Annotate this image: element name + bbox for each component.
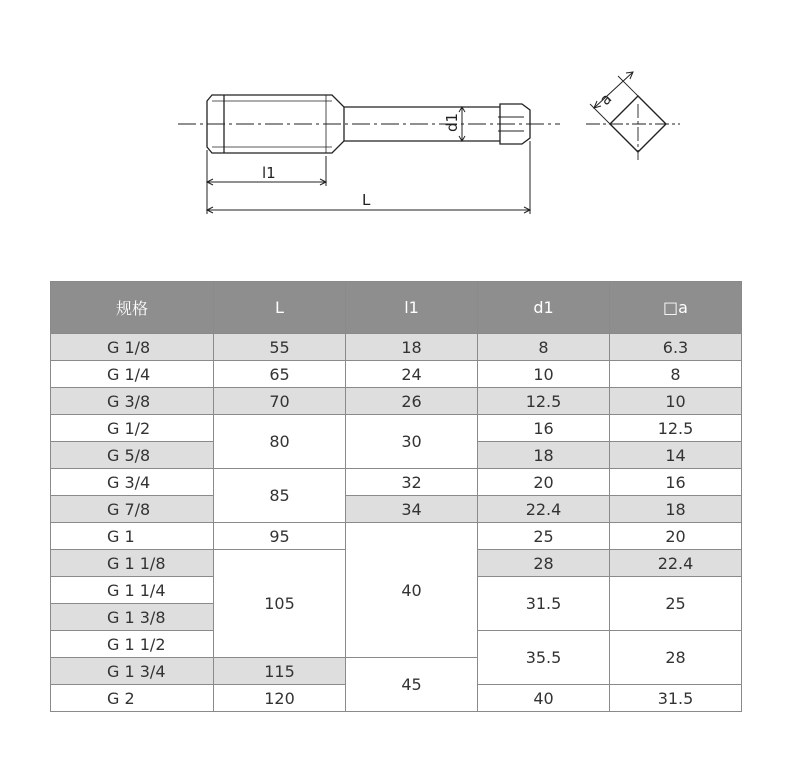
square-size-cell: 18 — [610, 496, 742, 523]
table-row — [51, 415, 742, 442]
thread-length-cell: 18 — [346, 334, 478, 361]
shank-diameter-cell: 31.5 — [478, 577, 610, 631]
spec-cell: G 3/8 — [51, 388, 214, 415]
spec-cell: G 1 1/2 — [51, 631, 214, 658]
length-cell: 65 — [214, 361, 346, 388]
table-header-row — [51, 282, 742, 334]
square-size-cell: 20 — [610, 523, 742, 550]
shank-diameter-cell: 25 — [478, 523, 610, 550]
header-d1: d1 — [478, 282, 610, 334]
square-size-cell: 22.4 — [610, 550, 742, 577]
table-row — [51, 523, 742, 550]
header-a: □a — [610, 282, 742, 334]
shank-diameter-cell: 8 — [478, 334, 610, 361]
shank-diameter-cell: 22.4 — [478, 496, 610, 523]
thread-length-cell: 30 — [346, 415, 478, 469]
spec-cell: G 7/8 — [51, 496, 214, 523]
length-cell: 85 — [214, 469, 346, 523]
thread-length-cell: 32 — [346, 469, 478, 496]
spec-table — [50, 281, 742, 712]
header-spec: 规格 — [51, 282, 214, 334]
square-size-cell: 6.3 — [610, 334, 742, 361]
square-size-cell: 31.5 — [610, 685, 742, 712]
length-cell: 120 — [214, 685, 346, 712]
length-cell: 80 — [214, 415, 346, 469]
spec-cell: G 5/8 — [51, 442, 214, 469]
length-cell: 105 — [214, 550, 346, 658]
thread-length-cell: 26 — [346, 388, 478, 415]
shank-diameter-cell: 28 — [478, 550, 610, 577]
dim-label-l1: l1 — [262, 164, 276, 182]
square-size-cell: 16 — [610, 469, 742, 496]
shank-diameter-cell: 10 — [478, 361, 610, 388]
thread-length-cell: 24 — [346, 361, 478, 388]
spec-cell: G 1 — [51, 523, 214, 550]
thread-length-cell: 34 — [346, 496, 478, 523]
table-row — [51, 334, 742, 361]
table-row — [51, 361, 742, 388]
shank-diameter-cell: 18 — [478, 442, 610, 469]
spec-cell: G 1 3/4 — [51, 658, 214, 685]
square-size-cell: 12.5 — [610, 415, 742, 442]
spec-cell: G 2 — [51, 685, 214, 712]
square-size-cell: 8 — [610, 361, 742, 388]
shank-diameter-cell: 20 — [478, 469, 610, 496]
length-cell: 95 — [214, 523, 346, 550]
table-row — [51, 469, 742, 496]
table-row — [51, 496, 742, 523]
square-size-cell: 10 — [610, 388, 742, 415]
dim-label-L: L — [362, 191, 371, 209]
header-l1: l1 — [346, 282, 478, 334]
spec-cell: G 1/4 — [51, 361, 214, 388]
square-size-cell: 28 — [610, 631, 742, 685]
square-size-cell: 25 — [610, 577, 742, 631]
square-size-cell: 14 — [610, 442, 742, 469]
shank-diameter-cell: 40 — [478, 685, 610, 712]
spec-cell: G 1/8 — [51, 334, 214, 361]
shank-diameter-cell: 16 — [478, 415, 610, 442]
spec-cell: G 3/4 — [51, 469, 214, 496]
length-cell: 55 — [214, 334, 346, 361]
thread-length-cell: 45 — [346, 658, 478, 712]
spec-cell: G 1 3/8 — [51, 604, 214, 631]
length-cell: 70 — [214, 388, 346, 415]
header-L: L — [214, 282, 346, 334]
spec-cell: G 1/2 — [51, 415, 214, 442]
table-row — [51, 388, 742, 415]
shank-diameter-cell: 12.5 — [478, 388, 610, 415]
tap-technical-drawing — [0, 0, 790, 260]
dim-label-a: a — [596, 89, 616, 109]
shank-diameter-cell: 35.5 — [478, 631, 610, 685]
spec-cell: G 1 1/4 — [51, 577, 214, 604]
dim-label-d1: d1 — [443, 112, 461, 132]
spec-cell: G 1 1/8 — [51, 550, 214, 577]
length-cell: 115 — [214, 658, 346, 685]
thread-length-cell: 40 — [346, 523, 478, 658]
